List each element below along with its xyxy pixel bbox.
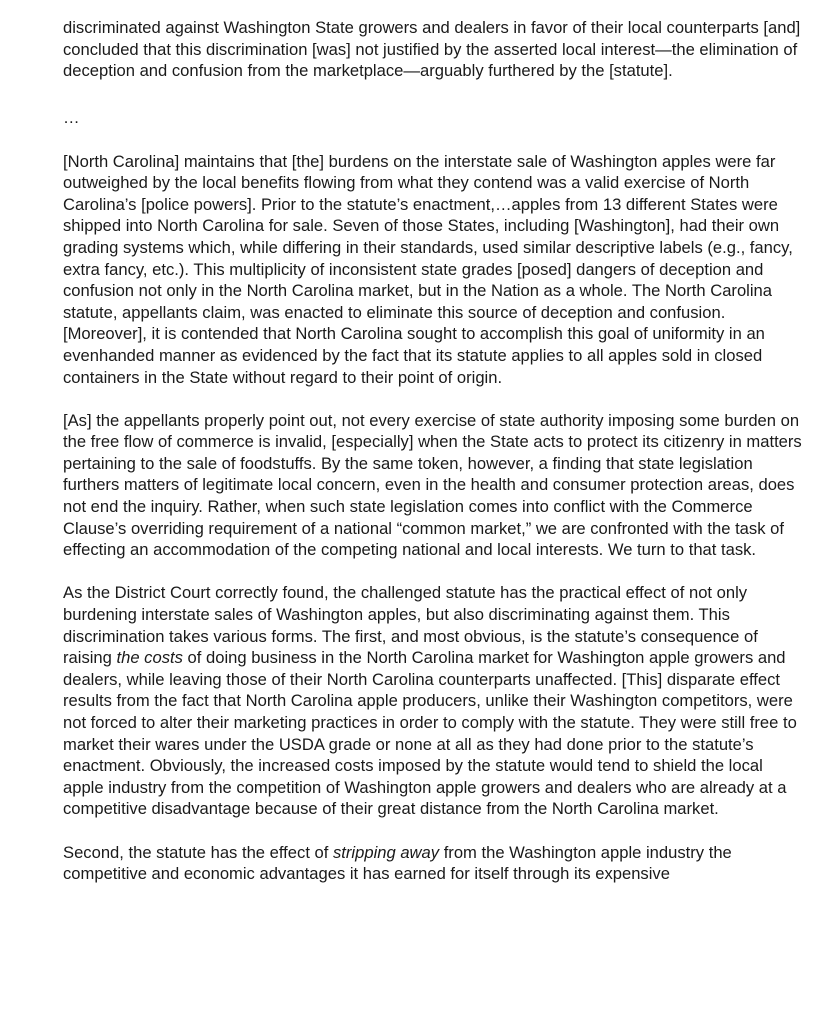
paragraph-4 xyxy=(63,582,803,820)
paragraph-5-emphasis: stripping away xyxy=(333,842,440,862)
paragraph-5 xyxy=(63,842,803,885)
paragraph-3: [As] the appellants properly point out, not every exercise of state authority imposing some burden on the free flow of commerce is invalid, [especially] when the State acts to protect its citizenry in matters pertaining to the sale of foodstuffs. By the same token, however, a finding that state legislation furthers matters of legitimate local concern, even in the health and consumer protection areas, does not end the inquiry. Rather, when such state legislation comes into conflict with the Commerce Clause’s overriding requirement of a national “common market,” we are confronted with the task of effecting an accommodation of the competing national and local interests. We turn to that task. xyxy=(63,410,802,560)
paragraph-5-text-end: from the Washington apple industry the competitive and economic advantages it has earned for itself through its expensive xyxy=(63,842,732,884)
paragraph-5-text-start: Second, the statute has the effect of xyxy=(63,842,333,862)
paragraph-4-emphasis: the costs xyxy=(116,648,183,668)
document-body xyxy=(63,17,803,906)
paragraph-4-text-end: of doing business in the North Carolina market for Washington apple growers and dealers, while leaving those of their North Carolina counterparts unaffected. [This] disparate effect results from the fact that North Carolina apple producers, unlike their Washington competitors, were not forced to alter their marketing practices in order to comply with the statute. They were still free to market their wares under the USDA grade or none at all as they had done prior to the statute’s enactment. Obviously, the increased costs imposed by the statute would tend to shield the local apple industry from the competition of Washington apple growers and dealers who are already at a competitive disadvantage because of their great distance from the North Carolina market. xyxy=(63,648,797,819)
ellipsis-separator: … xyxy=(63,108,80,128)
paragraph-1: discriminated against Washington State growers and dealers in favor of their local counterparts [and] concluded that this discrimination [was] not justified by the asserted local interest—the elimination of deception and confusion from the marketplace—arguably furthered by the [statute]. xyxy=(63,18,801,81)
paragraph-4-text-start: As the District Court correctly found, the challenged statute has the practical effect of not only burdening interstate sales of Washington apples, but also discriminating against them. This discrimination takes various forms. The first, and most obvious, is the statute’s consequence of raising xyxy=(63,583,758,668)
paragraph-2: [North Carolina] maintains that [the] burdens on the interstate sale of Washington apples were far outweighed by the local benefits flowing from what they contend was a valid exercise of North Carolina’s [police powers]. Prior to the statute’s enactment,…apples from 13 different States were shipped into North Carolina for sale. Seven of those States, including [Washington], had their own grading systems which, while differing in their standards, used similar descriptive labels (e.g., fancy, extra fancy, etc.). This multiplicity of inconsistent state grades [posed] dangers of deception and confusion not only in the North Carolina market, but in the Nation as a whole. The North Carolina statute, appellants claim, was enacted to eliminate this source of deception and confusion. [Moreover], it is contended that North Carolina sought to accomplish this goal of uniformity in an evenhanded manner as evidenced by the fact that its statute applies to all apples sold in closed containers in the State without regard to their point of origin. xyxy=(63,151,793,387)
